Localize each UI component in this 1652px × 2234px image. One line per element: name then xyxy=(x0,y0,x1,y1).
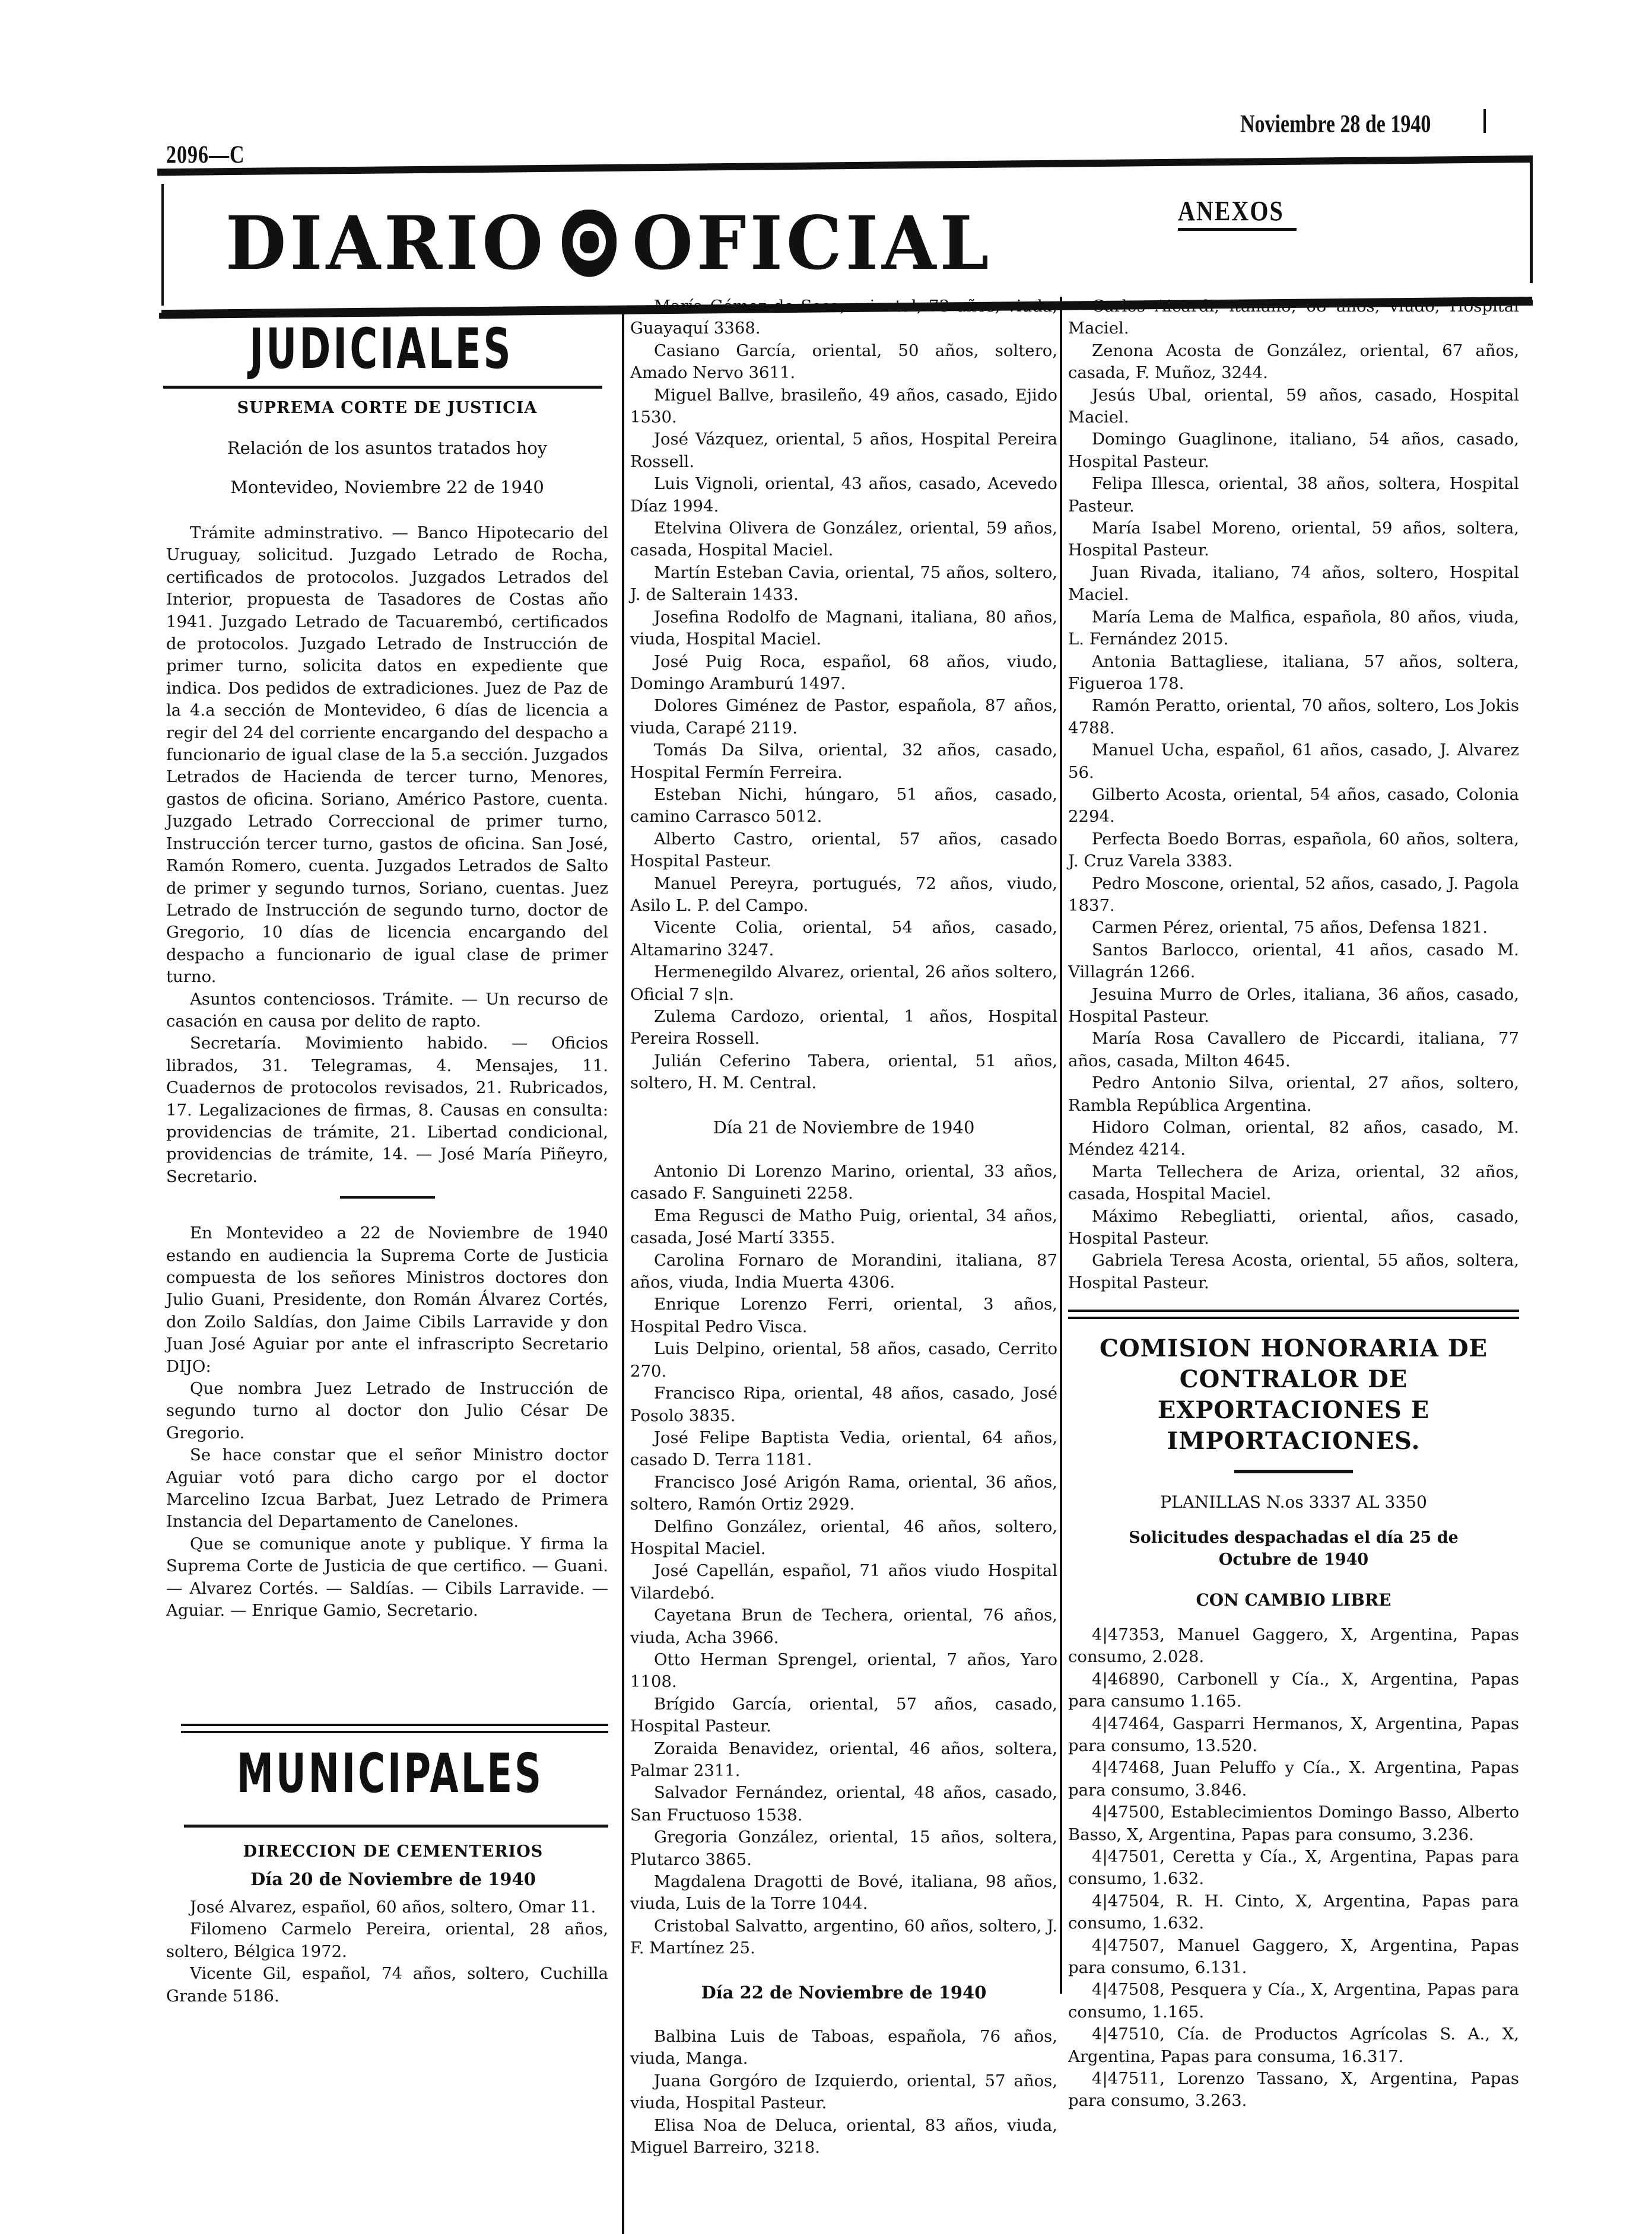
list-item: Ramón Peratto, oriental, 70 años, soltero, Los Jokis 4788. xyxy=(1068,696,1519,738)
column-divider xyxy=(622,312,624,2234)
list-item: Gabriela Teresa Acosta, oriental, 55 años, soltera, Hospital Pasteur. xyxy=(1068,1251,1519,1292)
list-item: 4|47507, Manuel Gaggero, X, Argentina, Papas para consumo, 6.131. xyxy=(1068,1936,1519,1977)
issue-date: Noviembre 28 de 1940 xyxy=(1240,110,1431,138)
municipales-rule xyxy=(184,1825,608,1828)
masthead-title-right: OFICIAL xyxy=(632,199,993,287)
list-item: Balbina Luis de Taboas, española, 76 años, viuda, Manga. xyxy=(630,2027,1057,2068)
list-item: Tomás Da Silva, oriental, 32 años, casado, Hospital Fermín Ferreira. xyxy=(630,741,1057,782)
list-item: Esteban Nichi, húngaro, 51 años, casado, camino Carrasco 5012. xyxy=(630,784,1057,827)
list-item: Zenona Acosta de González, oriental, 67 años, casada, F. Muñoz, 3244. xyxy=(1068,341,1519,383)
masthead-left-rule xyxy=(161,184,164,306)
section-title-judiciales: JUDICIALES xyxy=(249,317,513,382)
list-item: Vicente Gil, español, 74 años, soltero, Cuchilla Grande 5186. xyxy=(166,1964,608,2006)
paragraph: Asuntos contenciosos. Trámite. — Un recurso de casación en causa por delito de rapto. xyxy=(166,989,608,1031)
list-item: Enrique Lorenzo Ferri, oriental, 3 años, Hospital Pedro Visca. xyxy=(630,1295,1057,1336)
masthead-top-rule xyxy=(157,155,1531,176)
relacion-line: Relación de los asuntos tratados hoy xyxy=(227,438,548,458)
list-item: Manuel Pereyra, portugués, 72 años, viudo, Asilo L. P. del Campo. xyxy=(630,873,1057,915)
list-item: Vicente Colia, oriental, 54 años, casado, Altamarino 3247. xyxy=(630,918,1057,959)
list-item: Salvador Fernández, oriental, 48 años, casado, San Fructuoso 1538. xyxy=(630,1783,1057,1825)
coat-of-arms-icon xyxy=(562,209,617,277)
municipales-top-rule xyxy=(181,1724,608,1726)
list-item: Santos Barlocco, oriental, 41 años, casado M. Villagrán 1266. xyxy=(1068,940,1519,982)
list-item: Filomeno Carmelo Pereira, oriental, 28 años, soltero, Bélgica 1972. xyxy=(166,1920,608,1961)
list-item: 4|47464, Gasparri Hermanos, X, Argentina, Papas para consumo, 13.520. xyxy=(1068,1714,1519,1755)
column-divider xyxy=(1060,297,1062,1994)
list-item: 4|47511, Lorenzo Tassano, X, Argentina, Papas para consumo, 3.263. xyxy=(1068,2069,1519,2111)
cementerios-list-col1 xyxy=(166,1896,608,2007)
list-item: Ema Regusci de Matho Puig, oriental, 34 años, casada, José Martí 3355. xyxy=(630,1206,1057,1248)
list-item: Miguel Ballve, brasileño, 49 años, casado, Ejido 1530. xyxy=(630,385,1057,427)
list-item: 4|47504, R. H. Cinto, X, Argentina, Papas para consumo, 1.632. xyxy=(1068,1891,1519,1933)
comision-rule-2 xyxy=(1068,1317,1519,1319)
list-item: Cayetana Brun de Techera, oriental, 76 años, viuda, Acha 3966. xyxy=(630,1606,1057,1647)
masthead-title xyxy=(225,200,993,287)
list-item: Brígido García, oriental, 57 años, casado, Hospital Pasteur. xyxy=(630,1694,1057,1736)
paragraph: Que nombra Juez Letrado de Instrucción de segundo turno al doctor don Julio César De Gregorio. xyxy=(166,1379,608,1442)
list-item: Zoraida Benavidez, oriental, 46 años, soltera, Palmar 2311. xyxy=(630,1739,1057,1780)
list-item: Magdalena Dragotti de Bové, italiana, 98 años, viuda, Luis de la Torre 1044. xyxy=(630,1872,1057,1914)
list-item: Jesuina Murro de Orles, italiana, 36 años, casado, Hospital Pasteur. xyxy=(1068,984,1519,1026)
cementerios-list-col2 xyxy=(630,295,1057,2159)
list-item: Zulema Cardozo, oriental, 1 años, Hospital Pereira Rossell. xyxy=(630,1007,1057,1048)
list-item: 4|47500, Establecimientos Domingo Basso, Alberto Basso, X, Argentina, Papas para consumo, 3.236. xyxy=(1068,1803,1519,1844)
section-title-municipales: MUNICIPALES xyxy=(236,1742,544,1805)
list-item: José Vázquez, oriental, 5 años, Hospital Pereira Rossell. xyxy=(630,430,1057,471)
list-item: 4|47353, Manuel Gaggero, X, Argentina, Papas consumo, 2.028. xyxy=(1068,1625,1519,1667)
relacion-date: Montevideo, Noviembre 22 de 1940 xyxy=(230,477,544,497)
list-item: Luis Vignoli, oriental, 43 años, casado, Acevedo Díaz 1994. xyxy=(630,474,1057,516)
list-item: Otto Herman Sprengel, oriental, 7 años, Yaro 1108. xyxy=(630,1650,1057,1692)
list-item: María Lema de Malfica, española, 80 años, viuda, L. Fernández 2015. xyxy=(1068,607,1519,649)
municipales-top-rule-2 xyxy=(181,1731,608,1733)
list-item: Felipa Illesca, oriental, 38 años, soltera, Hospital Pasteur. xyxy=(1068,474,1519,516)
day-heading: Día 20 de Noviembre de 1940 xyxy=(250,1869,536,1889)
list-item: Dolores Giménez de Pastor, española, 87 años, viuda, Carapé 2119. xyxy=(630,696,1057,738)
list-item: José Alvarez, español, 60 años, soltero, Omar 11. xyxy=(190,1898,596,1917)
subtitle-cementerios: DIRECCION DE CEMENTERIOS xyxy=(243,1842,544,1861)
list-item: Gregoria González, oriental, 15 años, soltera, Plutarco 3865. xyxy=(630,1828,1057,1869)
list-item: Casiano García, oriental, 50 años, soltero, Amado Nervo 3611. xyxy=(630,341,1057,383)
list-item: Antonio Di Lorenzo Marino, oriental, 33 años, casado F. Sanguineti 2258. xyxy=(630,1162,1057,1203)
judiciales-rule xyxy=(163,386,602,389)
paragraph: Se hace constar que el señor Ministro doctor Aguiar votó para dicho cargo por el doctor Marcelino Izcua Barbat, Juez Letrado de Primera Instancia del Departamento de Canelones. xyxy=(166,1445,608,1531)
list-item: José Puig Roca, español, 68 años, viudo, Domingo Aramburú 1497. xyxy=(630,652,1057,693)
cementerios-list-col3 xyxy=(1068,295,1519,2112)
list-item: Juana Gorgóro de Izquierdo, oriental, 57 años, viuda, Hospital Pasteur. xyxy=(630,2071,1057,2113)
comision-rule xyxy=(1068,1310,1519,1312)
list-item: María Gómez de Sosa, oriental, 73 años, viuda, Guayaquí 3368. xyxy=(630,297,1057,338)
list-item: Luis Delpino, oriental, 58 años, casado, Cerrito 270. xyxy=(630,1339,1057,1381)
list-item: Marta Tellechera de Ariza, oriental, 32 años, casada, Hospital Maciel. xyxy=(1068,1162,1519,1204)
list-item: Julián Ceferino Tabera, oriental, 51 años, soltero, H. M. Central. xyxy=(630,1051,1057,1093)
solicitudes-line: Solicitudes despachadas el día 25 de Octubre de 1940 xyxy=(1129,1528,1459,1569)
list-item: 4|47501, Ceretta y Cía., X, Argentina, Papas para consumo, 1.632. xyxy=(1068,1847,1519,1889)
list-item: Delfino González, oriental, 46 años, soltero, Hospital Maciel. xyxy=(630,1517,1057,1558)
page-number: 2096—C xyxy=(166,141,245,169)
list-item: José Felipe Baptista Vedia, oriental, 64 años, casado D. Terra 1181. xyxy=(630,1428,1057,1470)
list-item: 4|47508, Pesquera y Cía., X, Argentina, Papas para consumo, 1.165. xyxy=(1068,1980,1519,2022)
list-item: Alberto Castro, oriental, 57 años, casado Hospital Pasteur. xyxy=(630,829,1057,871)
list-item: María Isabel Moreno, oriental, 59 años, soltera, Hospital Pasteur. xyxy=(1068,519,1519,560)
list-item: Hidoro Colman, oriental, 82 años, casado, M. Méndez 4214. xyxy=(1068,1118,1519,1159)
list-item: Francisco Ripa, oriental, 48 años, casado, José Posolo 3835. xyxy=(630,1384,1057,1425)
anexos-underline xyxy=(1178,228,1297,231)
list-item: Jesús Ubal, oriental, 59 años, casado, Hospital Maciel. xyxy=(1068,385,1519,427)
paragraph: En Montevideo a 22 de Noviembre de 1940 estando en audiencia la Suprema Corte de Justicia compuesta de los señores Ministros doctores don Julio Guani, Presidente, don Román Álvarez Cortés, don Zoilo Saldías, don Jaime Cibils Larravide y don Juan José Aguiar por ante el infrascripto Secretario DIJO: xyxy=(166,1224,608,1376)
list-item: Cristobal Salvatto, argentino, 60 años, soltero, J. F. Martínez 25. xyxy=(630,1916,1057,1958)
list-item: José Capellán, español, 71 años viudo Hospital Vilardebó. xyxy=(630,1561,1057,1603)
comision-underline xyxy=(1234,1470,1353,1473)
list-item: Josefina Rodolfo de Magnani, italiana, 80 años, viuda, Hospital Maciel. xyxy=(630,607,1057,649)
list-item: María Rosa Cavallero de Piccardi, italiana, 77 años, casada, Milton 4645. xyxy=(1068,1029,1519,1070)
masthead-right-rule xyxy=(1530,155,1533,283)
day-heading: Día 22 de Noviembre de 1940 xyxy=(701,1982,987,2003)
judiciales-body xyxy=(166,522,608,1622)
list-item: Hermenegildo Alvarez, oriental, 26 años soltero, Oficial 7 s|n. xyxy=(630,962,1057,1004)
planillas-line: PLANILLAS N.os 3337 AL 3350 xyxy=(1160,1492,1427,1512)
bracket-mark xyxy=(1483,109,1486,133)
list-item: Martín Esteban Cavia, oriental, 75 años, soltero, J. de Salterain 1433. xyxy=(630,563,1057,605)
list-item: Carolina Fornaro de Morandini, italiana, 87 años, viuda, India Muerta 4306. xyxy=(630,1250,1057,1292)
paragraph: Trámite adminstrativo. — Banco Hipotecario del Uruguay, solicitud. Juzgado Letrado de Rocha, certificados de protocolos. Juzgados Letrados del Interior, propuesta de Tasadores de Costas año 1941. Juzgado Letrado de Tacuarembó, certificados de protocolos. Juzgado Letrado de Instrucción de primer turno, solicita datos en expediente que indica. Dos pedidos de extradiciones. Juez de Paz de la 4.a sección de Montevideo, 6 días de licencia a regir del 24 del corriente encargando del despacho a funcionario de igual clase de la 5.a sección. Juzgados Letrados de Hacienda de tercer turno, Menores, gastos de oficina. Soriano, Américo Pastore, cuenta. Juzgado Letrado Correccional de primer turno, Instrucción tercer turno, gastos de oficina. San José, Ramón Romero, cuenta. Juzgados Letrados de Salto de primer y segundo turnos, Soriano, cuentas. Juez Letrado de Instrucción de segundo turno, doctor de Gregorio, 10 días de licencia encargando del despacho a funcionario de igual clase de primer turno. xyxy=(166,523,608,987)
masthead-title-left: DIARIO xyxy=(225,199,547,287)
list-item: Elisa Noa de Deluca, oriental, 83 años, viuda, Miguel Barreiro, 3218. xyxy=(630,2115,1057,2157)
paragraph: Secretaría. Movimiento habido. — Oficios librados, 31. Telegramas, 4. Mensajes, 11. Cuadernos de protocolos revisados, 21. Rubricados, 17. Legalizaciones de firmas, 8. Causas en consulta: providencias de trámite, 21. Libertad condicional, providencias de trámite, 14. — José María Piñeyro, Secretario. xyxy=(166,1034,608,1186)
list-item: Pedro Antonio Silva, oriental, 27 años, soltero, Rambla República Argentina. xyxy=(1068,1073,1519,1115)
comision-title: COMISION HONORARIA DE CONTRALOR DE EXPORTACIONES E IMPORTACIONES. xyxy=(1099,1334,1488,1456)
list-item: Francisco José Arigón Rama, oriental, 36 años, soltero, Ramón Ortiz 2929. xyxy=(630,1472,1057,1514)
separator-rule xyxy=(340,1196,435,1199)
list-item: 4|46890, Carbonell y Cía., X, Argentina, Papas para cansumo 1.165. xyxy=(1068,1669,1519,1711)
subtitle-suprema-corte: SUPREMA CORTE DE JUSTICIA xyxy=(237,399,538,417)
list-item: 4|47468, Juan Peluffo y Cía., X. Argentina, Papas para consumo, 3.846. xyxy=(1068,1758,1519,1800)
section-label-anexos: ANEXOS xyxy=(1178,195,1284,227)
day-heading: Día 21 de Noviembre de 1940 xyxy=(713,1117,975,1137)
list-item: Antonia Battagliese, italiana, 57 años, soltera, Figueroa 178. xyxy=(1068,652,1519,693)
list-item: Juan Rivada, italiano, 74 años, soltero, Hospital Maciel. xyxy=(1068,563,1519,605)
list-item: Máximo Rebegliatti, oriental, años, casado, Hospital Pasteur. xyxy=(1068,1206,1519,1248)
list-item: Manuel Ucha, español, 61 años, casado, J. Alvarez 56. xyxy=(1068,741,1519,782)
list-item: Carlos Aicardi, italiano, 68 años, viudo, Hospital Maciel. xyxy=(1068,297,1519,338)
list-item: 4|47510, Cía. de Productos Agrícolas S. A., X, Argentina, Papas para consuma, 16.317. xyxy=(1068,2025,1519,2066)
cambio-libre-heading: CON CAMBIO LIBRE xyxy=(1196,1590,1392,1610)
list-item: Etelvina Olivera de González, oriental, 59 años, casada, Hospital Maciel. xyxy=(630,519,1057,560)
list-item: Pedro Moscone, oriental, 52 años, casado, J. Pagola 1837. xyxy=(1068,873,1519,915)
list-item: Domingo Guaglinone, italiano, 54 años, casado, Hospital Pasteur. xyxy=(1068,430,1519,471)
paragraph: Que se comunique anote y publique. Y firma la Suprema Corte de Justicia de que certifico. — Guani. — Alvarez Cortés. — Saldías. — Cibils Larravide. — Aguiar. — Enrique Gamio, Secretario. xyxy=(166,1534,608,1620)
list-item: Carmen Pérez, oriental, 75 años, Defensa 1821. xyxy=(1092,918,1488,938)
list-item: Perfecta Boedo Borras, española, 60 años, soltera, J. Cruz Varela 3383. xyxy=(1068,829,1519,871)
list-item: Gilberto Acosta, oriental, 54 años, casado, Colonia 2294. xyxy=(1068,784,1519,827)
